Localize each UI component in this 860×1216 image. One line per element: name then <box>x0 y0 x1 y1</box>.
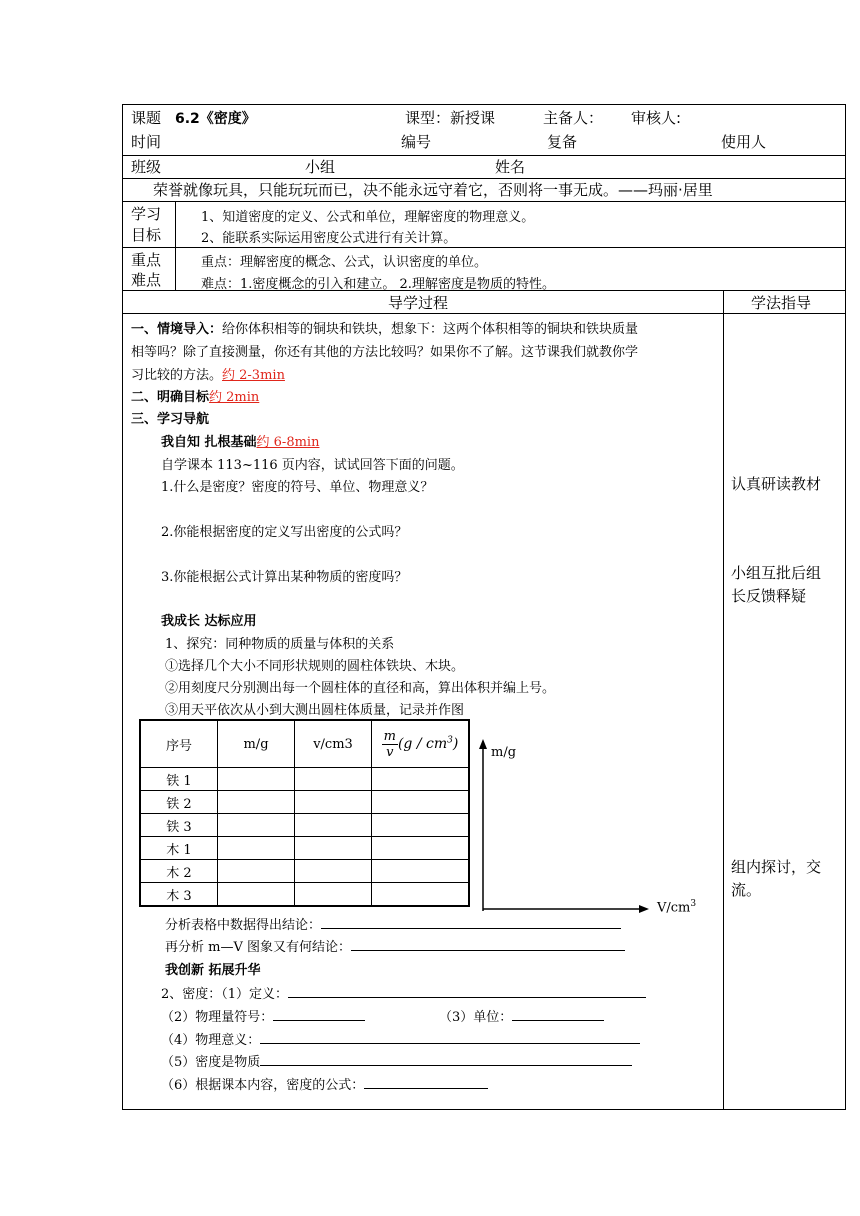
density-prompt: 2、密度：（1）定义： <box>161 987 289 1002</box>
ratio-unit <box>398 736 458 752</box>
method-note: 长反馈释疑 <box>731 587 807 605</box>
record-table <box>139 719 470 907</box>
process-column-header: 导学过程 <box>388 294 449 312</box>
table-row <box>140 814 469 837</box>
key-points-label: 重点 <box>131 251 162 269</box>
ratio-fraction <box>382 729 398 760</box>
topic-label: 课题 <box>131 109 162 127</box>
answer-blank[interactable] <box>364 1076 488 1089</box>
rule <box>175 201 176 290</box>
re-prep-label: 复备 <box>547 133 578 151</box>
key-points-label: 难点 <box>131 271 162 289</box>
table-cell[interactable] <box>372 791 470 814</box>
self-study-instruction: 自学课本 113~116 页内容，试试回答下面的问题。 <box>161 458 464 473</box>
density-symbol-line <box>161 1006 365 1025</box>
density-meaning-line <box>161 1029 640 1048</box>
name-label: 姓名 <box>495 158 526 176</box>
question: 3.你能根据公式计算出某种物质的密度吗？ <box>161 570 408 585</box>
table-cell[interactable] <box>295 814 372 837</box>
scenario-line <box>131 364 285 383</box>
answer-blank[interactable] <box>260 1031 640 1044</box>
table-cell: 铁 3 <box>140 814 218 837</box>
innovation-title: 我创新 拓展升华 <box>165 963 261 978</box>
method-note: 认真研读教材 <box>731 475 822 493</box>
table-cell[interactable] <box>372 860 470 883</box>
key-point: 重点：理解密度的概念、公式，认识密度的单位。 <box>201 255 488 270</box>
table-cell[interactable] <box>372 768 470 791</box>
scenario-title: 一、情境导入： <box>131 322 223 337</box>
difficult-point: 难点：1.密度概念的引入和建立。 2.理解密度是物质的特性。 <box>201 277 555 292</box>
table-cell: 铁 2 <box>140 791 218 814</box>
table-cell[interactable] <box>218 814 295 837</box>
number-label: 编号 <box>401 133 432 151</box>
table-row <box>140 860 469 883</box>
step: ②用刻度尺分别测出每一个圆柱体的直径和高，算出体积并编上号。 <box>165 681 556 696</box>
y-axis-label: m/g <box>491 745 517 760</box>
self-know-heading <box>161 431 319 450</box>
analysis-prompt: 分析表格中数据得出结论： <box>165 918 322 933</box>
answer-blank[interactable] <box>512 1008 604 1021</box>
time-label: 时间 <box>131 133 162 151</box>
rule <box>123 155 845 156</box>
ratio-unit-close: ) <box>452 736 459 753</box>
table-cell: 木 3 <box>140 883 218 907</box>
answer-blank[interactable] <box>260 1053 632 1066</box>
table-cell[interactable] <box>372 837 470 860</box>
x-axis-label-text: V/cm <box>657 900 691 916</box>
table-cell[interactable] <box>295 860 372 883</box>
lead-preparer: 主备人： <box>543 109 604 127</box>
goals-label: 学习 <box>131 205 162 223</box>
time-estimate: 约 2-3min <box>222 368 285 383</box>
step: ③用天平依次从小到大测出圆柱体质量，记录并作图 <box>165 703 465 718</box>
navigation-title: 三、学习导航 <box>131 412 210 427</box>
goal-item: 1、知道密度的定义、公式和单位，理解密度的物理意义。 <box>201 210 535 225</box>
user-label: 使用人 <box>721 133 767 151</box>
class-label: 班级 <box>131 158 162 176</box>
table-row <box>140 883 469 907</box>
density-property-line <box>161 1051 632 1070</box>
goal-item: 2、能联系实际运用密度公式进行有关计算。 <box>201 231 457 246</box>
time-estimate: 约 2min <box>209 390 260 405</box>
scenario-paragraph <box>131 318 638 337</box>
explore-task: 1、探究：同种物质的质量与体积的关系 <box>165 637 395 652</box>
x-axis-label-exponent: 3 <box>690 899 697 909</box>
table-header: v/cm3 <box>295 720 372 768</box>
density-prompt: （3）单位： <box>439 1010 513 1025</box>
density-formula-line <box>161 1074 488 1093</box>
answer-blank[interactable] <box>351 938 625 951</box>
motto: 荣誉就像玩具，只能玩玩而已，决不能永远守着它，否则将一事无成。——玛丽·居里 <box>153 181 713 199</box>
rule <box>723 290 724 1110</box>
x-axis-arrow <box>639 905 649 913</box>
table-cell[interactable] <box>295 791 372 814</box>
table-cell[interactable] <box>372 883 470 907</box>
objective-title: 二、明确目标 <box>131 390 210 405</box>
table-cell[interactable] <box>218 837 295 860</box>
m-v-graph-axes[interactable] <box>473 735 653 915</box>
step: ①选择几个大小不同形状规则的圆柱体铁块、木块。 <box>165 659 465 674</box>
rule <box>123 313 845 314</box>
y-axis-arrow <box>479 739 487 749</box>
scenario-text: 相等吗？除了直接测量，你还有其他的方法比较吗？如果你不了解。这节课我们就教你学 <box>131 345 639 360</box>
table-cell[interactable] <box>295 837 372 860</box>
objective-heading <box>131 386 259 405</box>
analysis-prompt: 再分析 m—V 图象又有何结论： <box>165 940 351 955</box>
method-column-header: 学法指导 <box>751 294 812 312</box>
density-unit-line <box>439 1006 604 1025</box>
answer-blank[interactable] <box>273 1008 365 1021</box>
density-definition-line <box>161 983 646 1002</box>
self-know-title: 我自知 扎根基础 <box>161 435 257 450</box>
answer-blank[interactable] <box>288 985 646 998</box>
ratio-unit-exponent: 3 <box>447 735 453 746</box>
table-row <box>140 837 469 860</box>
table-cell: 铁 1 <box>140 768 218 791</box>
density-prompt: （2）物理量符号： <box>161 1010 274 1025</box>
method-note: 流。 <box>731 881 762 899</box>
question: 1.什么是密度？密度的符号、单位、物理意义？ <box>161 480 434 495</box>
topic-value: 6.2《密度》 <box>175 111 256 127</box>
method-note: 小组互批后组 <box>731 564 822 582</box>
scenario-text: 习比较的方法。 <box>131 368 223 383</box>
table-cell[interactable] <box>218 768 295 791</box>
table-cell[interactable] <box>295 768 372 791</box>
scenario-text: 给你体积相等的铜块和铁块，想象下：这两个体积相等的铜块和铁块质量 <box>222 322 639 337</box>
table-row <box>140 768 469 791</box>
table-header: m/g <box>218 720 295 768</box>
table-cell[interactable] <box>218 860 295 883</box>
density-prompt: （5）密度是物质 <box>161 1055 261 1070</box>
table-cell[interactable] <box>218 883 295 907</box>
question: 2.你能根据密度的定义写出密度的公式吗？ <box>161 525 408 540</box>
reviewer: 审核人: <box>631 109 682 127</box>
answer-blank[interactable] <box>321 916 621 929</box>
group-label: 小组 <box>305 158 336 176</box>
table-cell: 木 1 <box>140 837 218 860</box>
lesson-type: 课型：新授课 <box>405 109 496 127</box>
time-estimate: 约 6-8min <box>256 435 320 450</box>
analysis-line <box>165 914 621 933</box>
study-guide-sheet <box>122 104 846 1110</box>
table-cell[interactable] <box>295 883 372 907</box>
rule <box>123 201 845 202</box>
table-header: 序号 <box>140 720 218 768</box>
analysis-line <box>165 936 625 955</box>
table-cell: 木 2 <box>140 860 218 883</box>
table-header-row <box>140 720 469 768</box>
table-cell[interactable] <box>218 791 295 814</box>
table-row <box>140 791 469 814</box>
rule <box>123 247 845 248</box>
x-axis-label <box>657 899 696 915</box>
ratio-numerator: m <box>383 728 396 744</box>
method-note: 组内探讨，交 <box>731 858 822 876</box>
density-prompt: （4）物理意义： <box>161 1033 261 1048</box>
ratio-denominator: v <box>386 744 394 760</box>
growth-title: 我成长 达标应用 <box>161 614 257 629</box>
density-prompt: （6）根据课本内容，密度的公式： <box>161 1078 365 1093</box>
table-cell[interactable] <box>372 814 470 837</box>
ratio-unit-open: (g / cm <box>397 736 448 753</box>
goals-label: 目标 <box>131 226 162 244</box>
table-header-ratio <box>372 720 470 768</box>
